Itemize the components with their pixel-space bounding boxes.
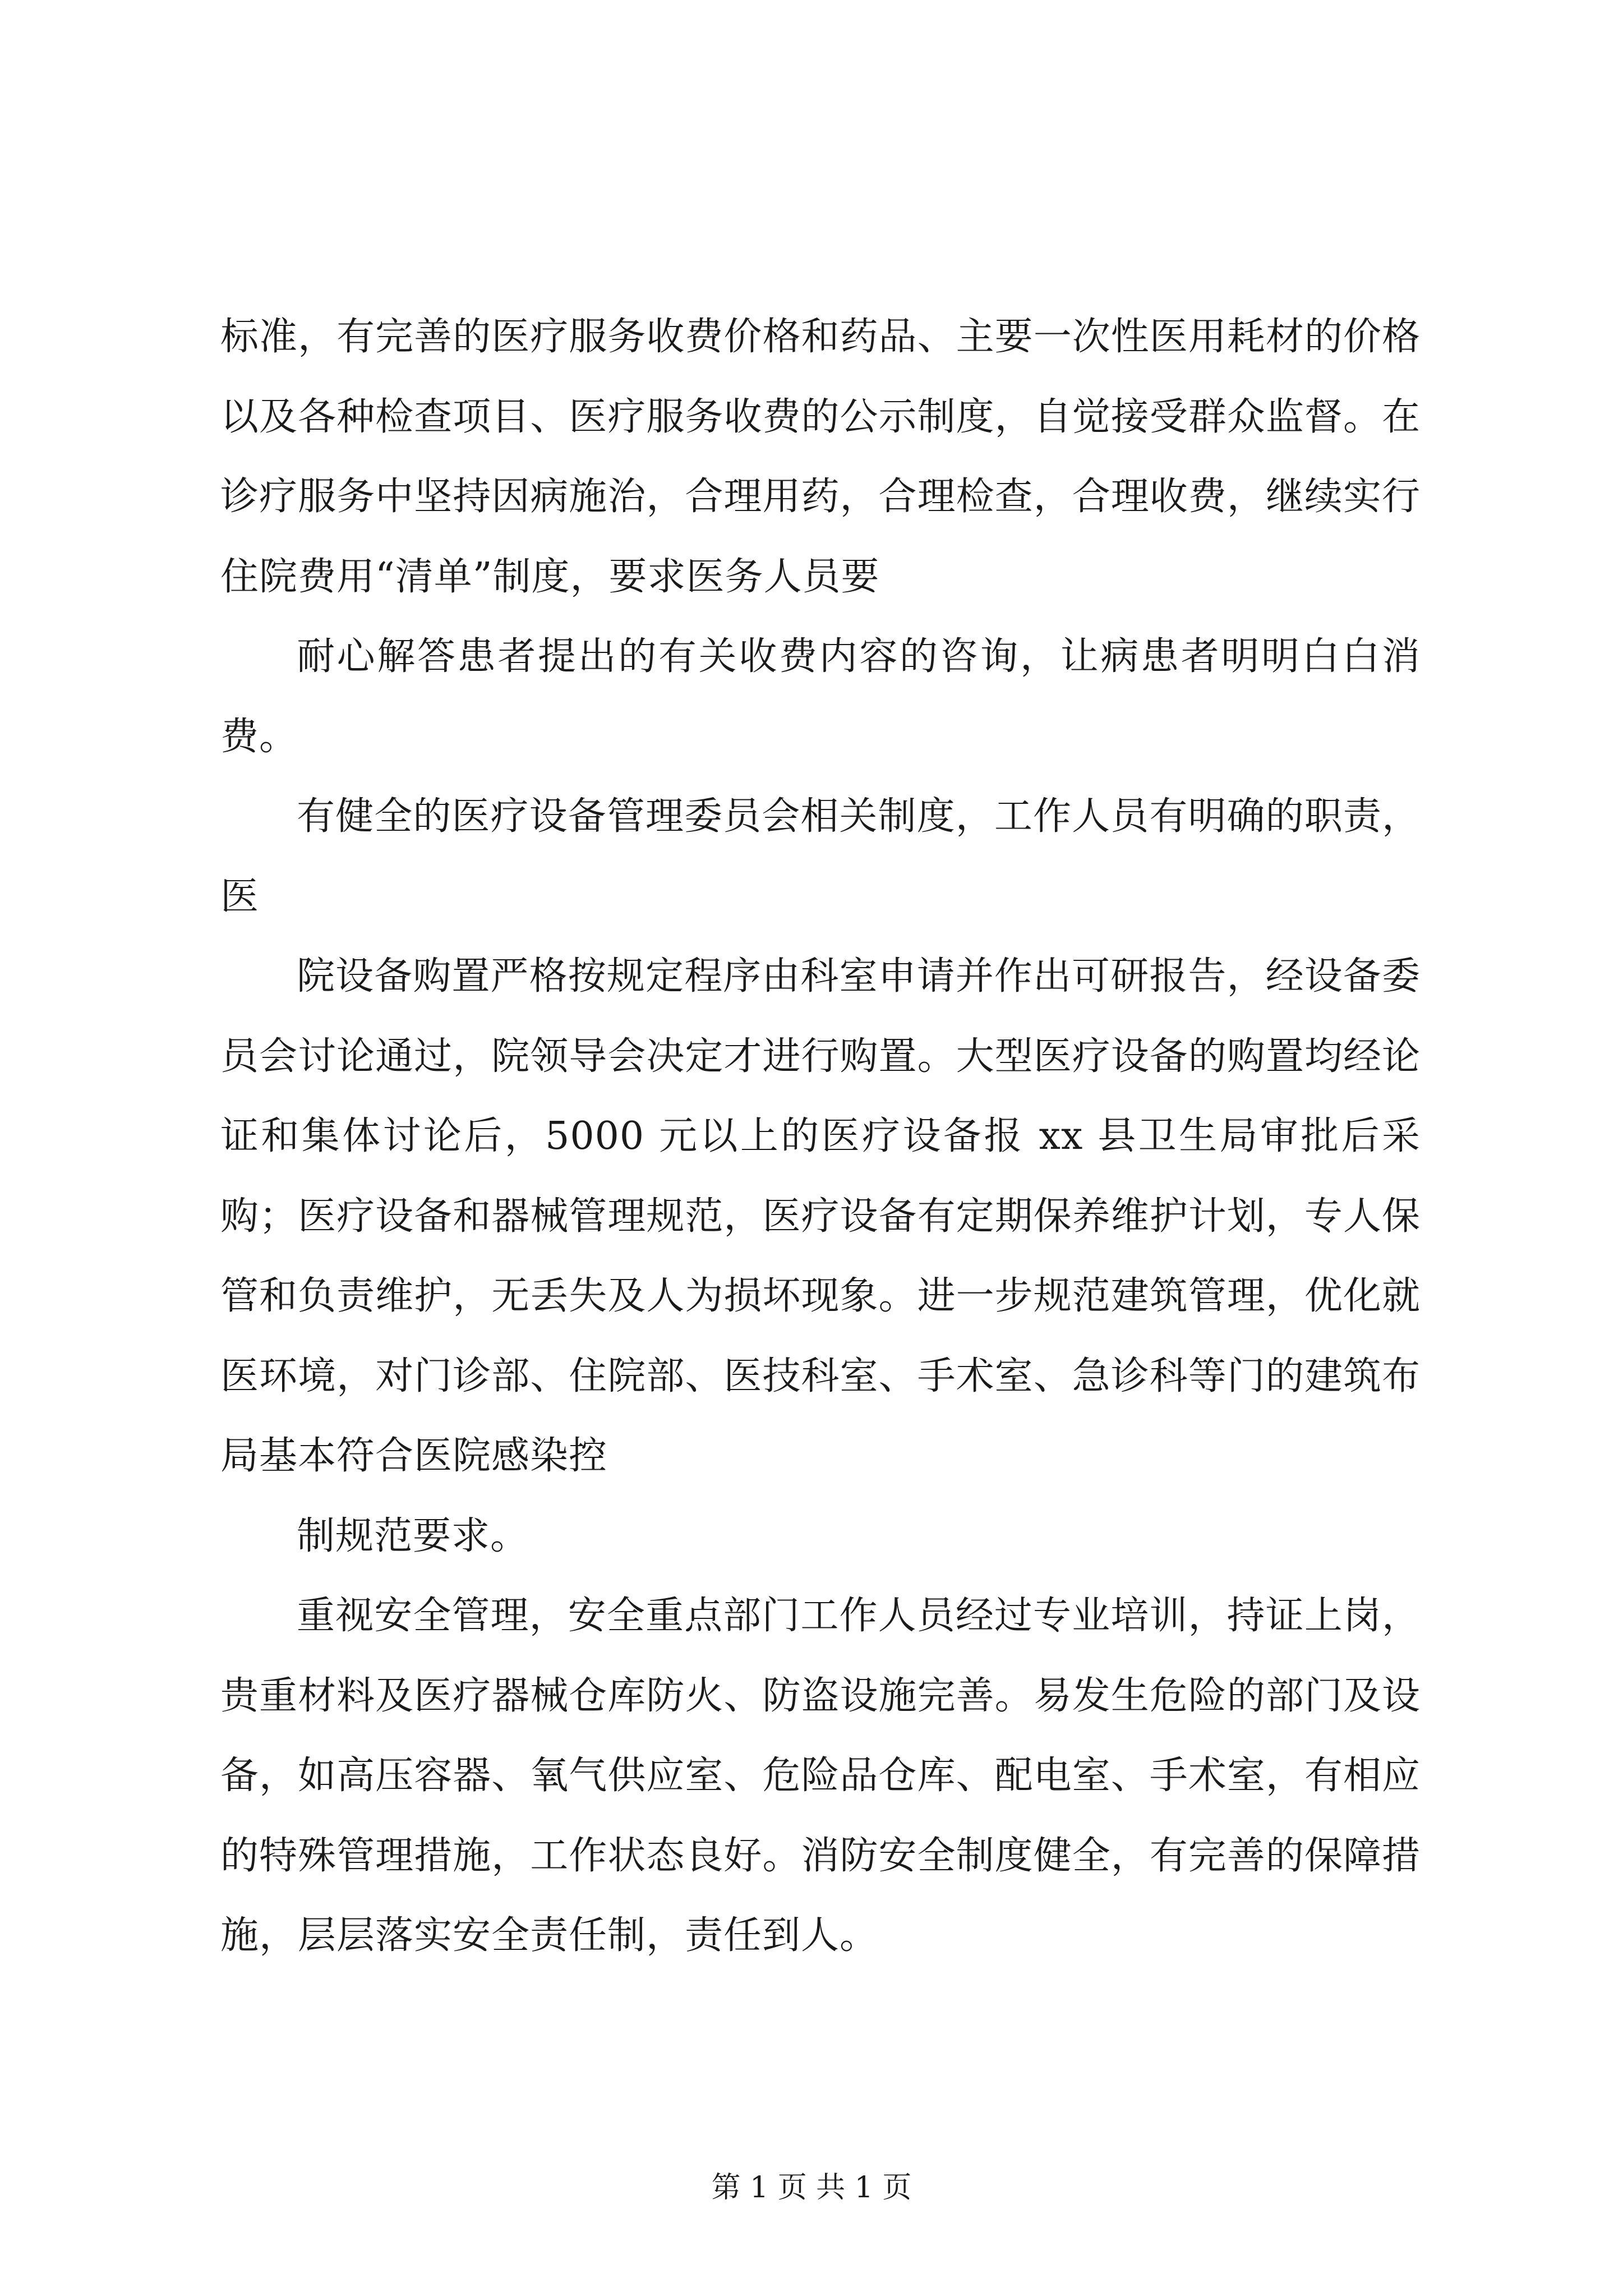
page-footer: 第 1 页 共 1 页: [711, 2171, 912, 2205]
paragraph-2: 耐心解答患者提出的有关收费内容的咨询，让病患者明明白白消费。: [220, 634, 1421, 759]
paragraph-3: 有健全的医疗设备管理委员会相关制度，工作人员有明确的职责，医: [220, 794, 1421, 919]
paragraph-5: 制规范要求。: [297, 1513, 529, 1558]
paragraph-4: 院设备购置严格按规定程序由科室申请并作出可研报告，经设备委员会讨论通过，院领导会决定才进行购置。大型医疗设备的购置均经论证和集体讨论后，5000 元以上的医疗设备报 xx 县卫生局审批后采购；医疗设备和器械管理规范，医疗设备有定期保养维护计划，专人保管和负责维护，无丢失及人为损坏现象。进一步规范建筑管理，优化就医环境，对门诊部、住院部、医技科室、手术室、急诊科等门的建筑布局基本符合医院感染控: [220, 954, 1421, 1478]
paragraph-1: 标准，有完善的医疗服务收费价格和药品、主要一次性医用耗材的价格以及各种检查项目、医疗服务收费的公示制度，自觉接受群众监督。在诊疗服务中坚持因病施治，合理用药，合理检查，合理收费，继续实行住院费用“清单”制度，要求医务人员要: [220, 315, 1421, 599]
document-body: [220, 297, 1421, 1976]
paragraph-6: 重视安全管理，安全重点部门工作人员经过专业培训，持证上岗，贵重材料及医疗器械仓库防火、防盗设施完善。易发生危险的部门及设备，如高压容器、氧气供应室、危险品仓库、配电室、手术室，有相应的特殊管理措施，工作状态良好。消防安全制度健全，有完善的保障措施，层层落实安全责任制，责任到人。: [220, 1594, 1421, 1958]
